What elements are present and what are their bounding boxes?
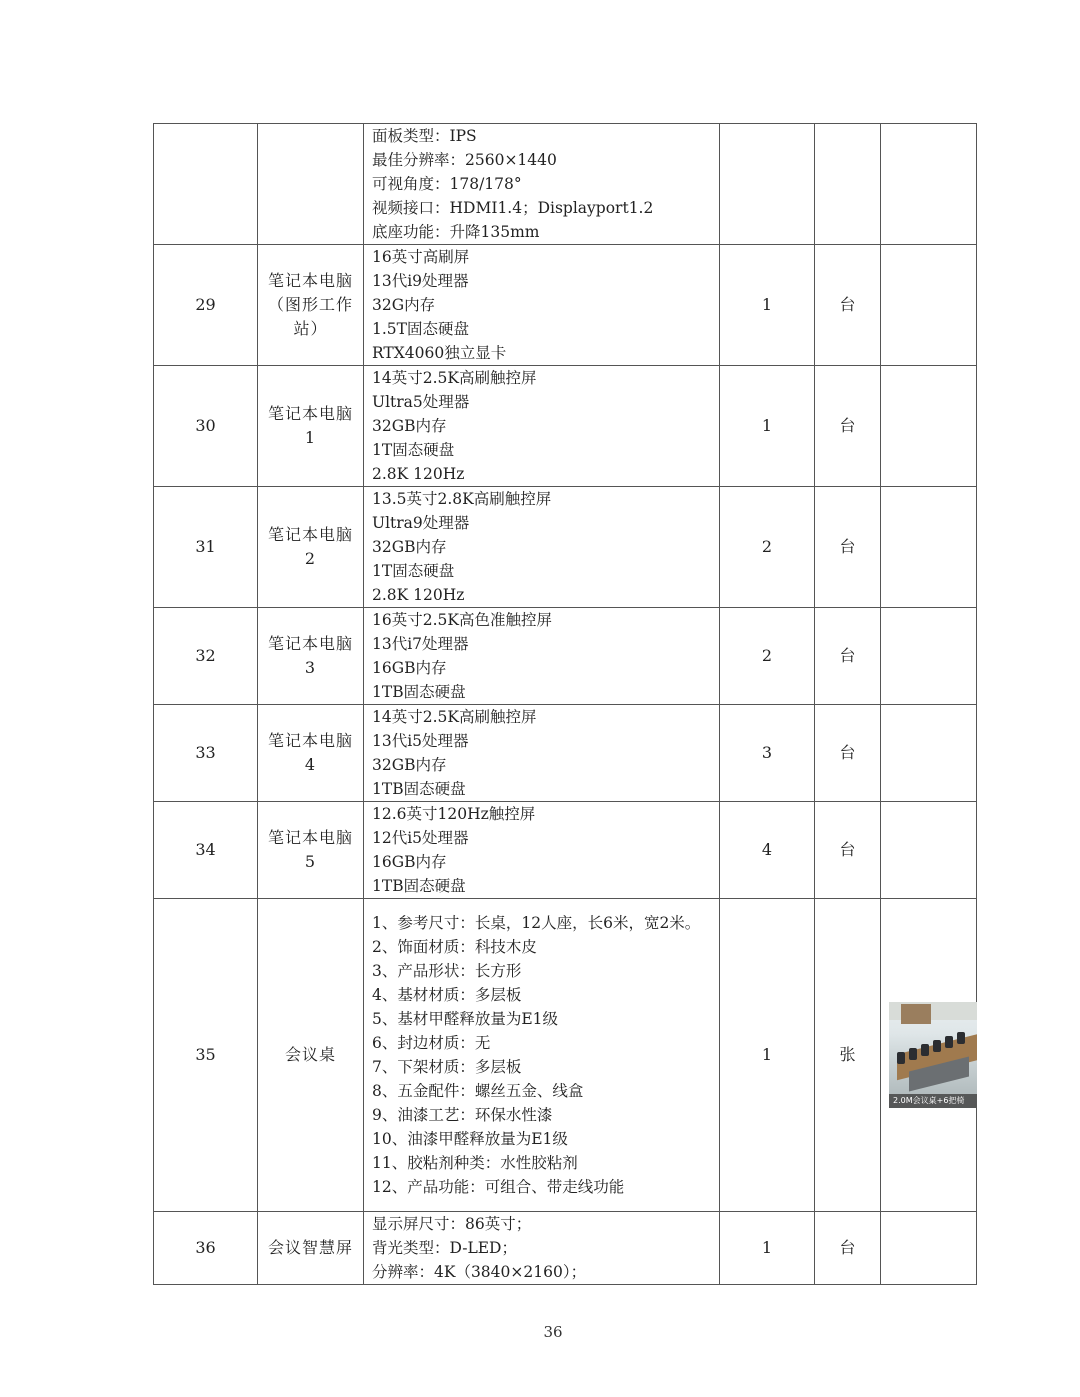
spec-cell: [364, 487, 720, 608]
spec-line: 面板类型：IPS: [372, 127, 477, 145]
quantity-cell: [720, 124, 815, 245]
table-row: [154, 705, 977, 802]
spec-line: 3、产品形状：长方形: [372, 962, 522, 980]
row-number-cell: 35: [154, 899, 258, 1212]
spec-line: 2.8K 120Hz: [372, 586, 465, 604]
unit-cell: 台: [815, 487, 881, 608]
table-row: [154, 124, 977, 245]
spec-line: RTX4060独立显卡: [372, 344, 507, 362]
row-number-cell: 32: [154, 608, 258, 705]
item-name: 笔记本电脑4: [267, 731, 353, 774]
item-name-cell: [258, 124, 364, 245]
quantity-cell: 2: [720, 608, 815, 705]
item-name-cell: [258, 802, 364, 899]
table-row: [154, 245, 977, 366]
spec-line: 32G内存: [372, 296, 436, 314]
row-number-cell: 29: [154, 245, 258, 366]
item-name: 笔记本电脑5: [267, 828, 353, 871]
spec-line: 最佳分辨率：2560×1440: [372, 151, 557, 169]
spec-line: 16GB内存: [372, 659, 447, 677]
item-name: 笔记本电脑3: [267, 634, 353, 677]
conference-table-photo: [889, 1002, 977, 1108]
spec-line: 1.5T固态硬盘: [372, 320, 469, 338]
quantity-cell: 3: [720, 705, 815, 802]
spec-line: 可视角度：178/178°: [372, 175, 522, 193]
spec-cell: [364, 899, 720, 1212]
unit-cell: 台: [815, 1212, 881, 1285]
quantity-cell: 1: [720, 1212, 815, 1285]
unit-cell: 台: [815, 802, 881, 899]
image-cell: [881, 1212, 977, 1285]
unit-cell: [815, 124, 881, 245]
item-name-cell: [258, 487, 364, 608]
image-cell: [881, 366, 977, 487]
spec-line: 1、参考尺寸：长桌，12人座，长6米，宽2米。: [372, 914, 701, 932]
item-name-cell: [258, 705, 364, 802]
spec-line: 显示屏尺寸：86英寸；: [372, 1215, 532, 1233]
spec-line: 2.8K 120Hz: [372, 465, 465, 483]
item-name: 会议桌: [284, 1045, 336, 1064]
spec-line: Ultra9处理器: [372, 514, 470, 532]
spec-line: 6、封边材质：无: [372, 1034, 491, 1052]
image-cell: [881, 802, 977, 899]
image-cell: [881, 899, 977, 1212]
spec-line: 13.5英寸2.8K高刷触控屏: [372, 490, 552, 508]
row-number-cell: 31: [154, 487, 258, 608]
quantity-cell: 1: [720, 899, 815, 1212]
item-name-cell: [258, 1212, 364, 1285]
spec-line: 16GB内存: [372, 853, 447, 871]
table-row: [154, 1212, 977, 1285]
table-row: [154, 608, 977, 705]
spec-cell: [364, 366, 720, 487]
unit-cell: 台: [815, 245, 881, 366]
spec-line: 1TB固态硬盘: [372, 683, 466, 701]
spec-line: 14英寸2.5K高刷触控屏: [372, 708, 537, 726]
spec-line: 13代i7处理器: [372, 635, 469, 653]
spec-line: 10、油漆甲醛释放量为E1级: [372, 1130, 568, 1148]
image-cell: [881, 705, 977, 802]
spec-line: 1TB固态硬盘: [372, 780, 466, 798]
spec-line: 32GB内存: [372, 417, 447, 435]
table-row: [154, 899, 977, 1212]
item-name-cell: [258, 366, 364, 487]
photo-caption: 2.0M会议桌+6把椅: [889, 1094, 977, 1108]
table-row: [154, 366, 977, 487]
spec-line: 12代i5处理器: [372, 829, 469, 847]
spec-line: 1T固态硬盘: [372, 562, 455, 580]
spec-line: 分辨率：4K（3840×2160）；: [372, 1263, 587, 1281]
item-name-cell: [258, 608, 364, 705]
spec-line: Ultra5处理器: [372, 393, 470, 411]
spec-line: 16英寸高刷屏: [372, 248, 470, 266]
table-row: [154, 487, 977, 608]
spec-line: 32GB内存: [372, 538, 447, 556]
spec-cell: [364, 705, 720, 802]
row-number-cell: 34: [154, 802, 258, 899]
spec-cell: [364, 1212, 720, 1285]
spec-line: 底座功能：升降135mm: [372, 223, 540, 241]
equipment-spec-table: [153, 123, 977, 1285]
item-name-cell: [258, 245, 364, 366]
quantity-cell: 1: [720, 245, 815, 366]
unit-cell: 台: [815, 608, 881, 705]
row-number-cell: 36: [154, 1212, 258, 1285]
spec-line: 背光类型：D-LED；: [372, 1239, 517, 1257]
spec-line: 14英寸2.5K高刷触控屏: [372, 369, 537, 387]
spec-line: 5、基材甲醛释放量为E1级: [372, 1010, 559, 1028]
item-name-cell: [258, 899, 364, 1212]
spec-line: 2、饰面材质：科技木皮: [372, 938, 537, 956]
spec-cell: [364, 608, 720, 705]
quantity-cell: 4: [720, 802, 815, 899]
spec-line: 11、胶粘剂种类：水性胶粘剂: [372, 1154, 578, 1172]
row-number-cell: 33: [154, 705, 258, 802]
item-name: 笔记本电脑2: [267, 525, 353, 568]
spec-line: 4、基材材质：多层板: [372, 986, 522, 1004]
spec-line: 7、下架材质：多层板: [372, 1058, 522, 1076]
spec-cell: [364, 245, 720, 366]
spec-line: 12、产品功能：可组合、带走线功能: [372, 1178, 625, 1196]
item-name: 笔记本电脑（图形工作站）: [267, 271, 353, 338]
image-cell: [881, 124, 977, 245]
spec-line: 9、油漆工艺：环保水性漆: [372, 1106, 553, 1124]
unit-cell: 张: [815, 899, 881, 1212]
spec-line: 8、五金配件：螺丝五金、线盒: [372, 1082, 584, 1100]
item-name: 笔记本电脑1: [267, 404, 353, 447]
quantity-cell: 2: [720, 487, 815, 608]
row-number-cell: 30: [154, 366, 258, 487]
spec-line: 12.6英寸120Hz触控屏: [372, 805, 536, 823]
table-row: [154, 802, 977, 899]
spec-cell: [364, 124, 720, 245]
spec-cell: [364, 802, 720, 899]
unit-cell: 台: [815, 366, 881, 487]
spec-line: 1TB固态硬盘: [372, 877, 466, 895]
spec-line: 16英寸2.5K高色准触控屏: [372, 611, 552, 629]
image-cell: [881, 245, 977, 366]
spec-line: 视频接口：HDMI1.4；Displayport1.2: [372, 199, 654, 217]
spec-line: 32GB内存: [372, 756, 447, 774]
spec-line: 13代i9处理器: [372, 272, 469, 290]
image-cell: [881, 608, 977, 705]
spec-line: 1T固态硬盘: [372, 441, 455, 459]
row-number-cell: [154, 124, 258, 245]
image-cell: [881, 487, 977, 608]
quantity-cell: 1: [720, 366, 815, 487]
page-number: 36: [543, 1323, 563, 1341]
item-name: 会议智慧屏: [267, 1238, 353, 1257]
unit-cell: 台: [815, 705, 881, 802]
spec-line: 13代i5处理器: [372, 732, 469, 750]
